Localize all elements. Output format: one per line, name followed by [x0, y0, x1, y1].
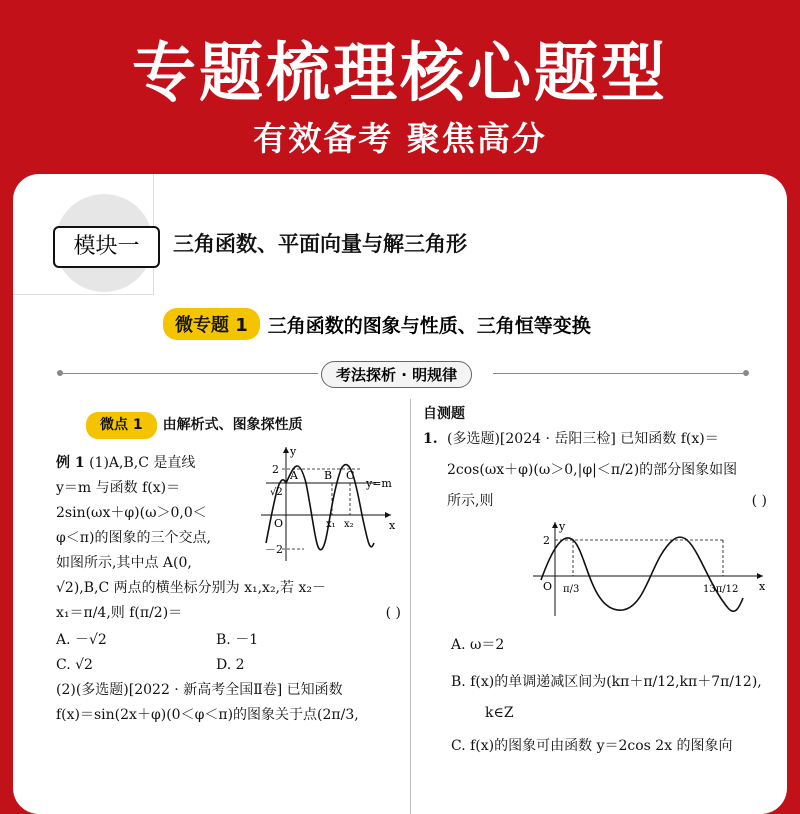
part2-line-2: f(x)＝sin(2x＋φ)(0＜φ＜π)的图象关于点(2π/3,: [56, 707, 359, 723]
r-option-b-cont: k∈Z: [485, 705, 514, 721]
example-options: [56, 628, 401, 678]
micro-topic: [163, 308, 591, 340]
example-label: 例 1: [56, 455, 85, 471]
module-title: 三角函数、平面向量与解三角形: [173, 232, 467, 256]
example-line-3: 2sin(ωx＋φ)(ω＞0,0＜: [56, 505, 207, 521]
column-separator: [410, 399, 411, 814]
point-badge: 微点 1: [86, 412, 157, 439]
graph-line-label: y=m: [366, 477, 392, 490]
cos-graph-top-tick: 2: [543, 534, 550, 547]
divider-left: [63, 373, 318, 374]
example-line-6: √2),B,C 两点的横坐标分别为 x₁,x₂,若 x₂－: [56, 580, 326, 596]
graph-top-tick: 2: [272, 463, 279, 476]
cos-graph-x-label: x: [759, 580, 766, 593]
graph-x-label: x: [389, 519, 396, 532]
question-line-1: (多选题)[2024 · 岳阳三检] 已知函数 f(x)＝: [447, 431, 719, 447]
r-option-b: B. f(x)的单调递减区间为(kπ＋π/12,kπ＋7π/12),: [451, 674, 762, 690]
page-card: [13, 174, 787, 814]
graph-x2: x₂: [344, 519, 354, 530]
example-line-7: x₁＝π/4,则 f(π/2)＝ ( ): [56, 601, 401, 626]
sine-graph: [246, 443, 401, 563]
example-line-1: 例 1 (1)A,B,C 是直线: [56, 455, 196, 471]
right-column: [423, 402, 768, 759]
divider-right: [493, 373, 743, 374]
example-1: [56, 445, 401, 728]
divider-dot-right: [743, 370, 749, 376]
graph-sqrt2: √2: [270, 487, 283, 498]
banner-subtitle: 有效备考 聚焦高分: [253, 119, 547, 158]
option-b: B. －1: [216, 632, 259, 648]
answer-paren: ( ): [385, 605, 401, 621]
question-line-3: 所示,则 ( ): [447, 489, 767, 514]
graph-point-a: A: [290, 469, 298, 482]
point-title: 由解析式、图象探性质: [162, 417, 303, 433]
graph-x1: x₁: [326, 519, 336, 530]
option-a: A. －√2: [56, 632, 107, 648]
cos-graph-tick-1: π/3: [563, 584, 580, 595]
example-line-2: y＝m 与函数 f(x)＝: [56, 480, 181, 496]
example-line-4: φ＜π)的图象的三个交点,: [56, 530, 211, 546]
cosine-graph: [523, 518, 773, 618]
micro-topic-title: 三角函数的图象与性质、三角恒等变换: [267, 314, 591, 337]
section-pill: 考法探析 · 明规律: [321, 361, 472, 388]
graph-bottom-tick: －2: [265, 543, 283, 556]
graph-origin: O: [274, 517, 284, 530]
option-c: C. √2: [56, 657, 93, 673]
cos-graph-tick-2: 13π/12: [703, 584, 739, 595]
micro-topic-badge: 微专题 1: [163, 308, 260, 340]
self-test-heading: 自测题: [423, 406, 465, 422]
banner-title: 专题梳理核心题型: [132, 37, 668, 111]
part2-line-1: (2)(多选题)[2022 · 新高考全国Ⅱ卷] 已知函数: [56, 682, 343, 698]
example-line-5: 如图所示,其中点 A(0,: [56, 555, 192, 571]
r-option-a: A. ω＝2: [451, 637, 505, 653]
graph-point-c: C: [346, 469, 355, 482]
question-number: 1.: [423, 431, 438, 447]
cos-graph-y-label: y: [559, 520, 566, 533]
question-paren: ( ): [751, 493, 767, 509]
graph-point-b: B: [324, 469, 333, 482]
r-option-c: C. f(x)的图象可由函数 y＝2cos 2x 的图象向: [451, 738, 733, 754]
option-d: D. 2: [216, 657, 245, 673]
cos-graph-origin: O: [543, 580, 553, 593]
module-label: 模块一: [53, 226, 160, 268]
left-column: [56, 412, 401, 728]
graph-y-label: y: [290, 445, 297, 458]
question-line-2: 2cos(ωx＋φ)(ω＞0,|φ|＜π/2)的部分图象如图: [447, 462, 738, 478]
question-1: [423, 427, 768, 514]
point-heading: [86, 412, 401, 439]
